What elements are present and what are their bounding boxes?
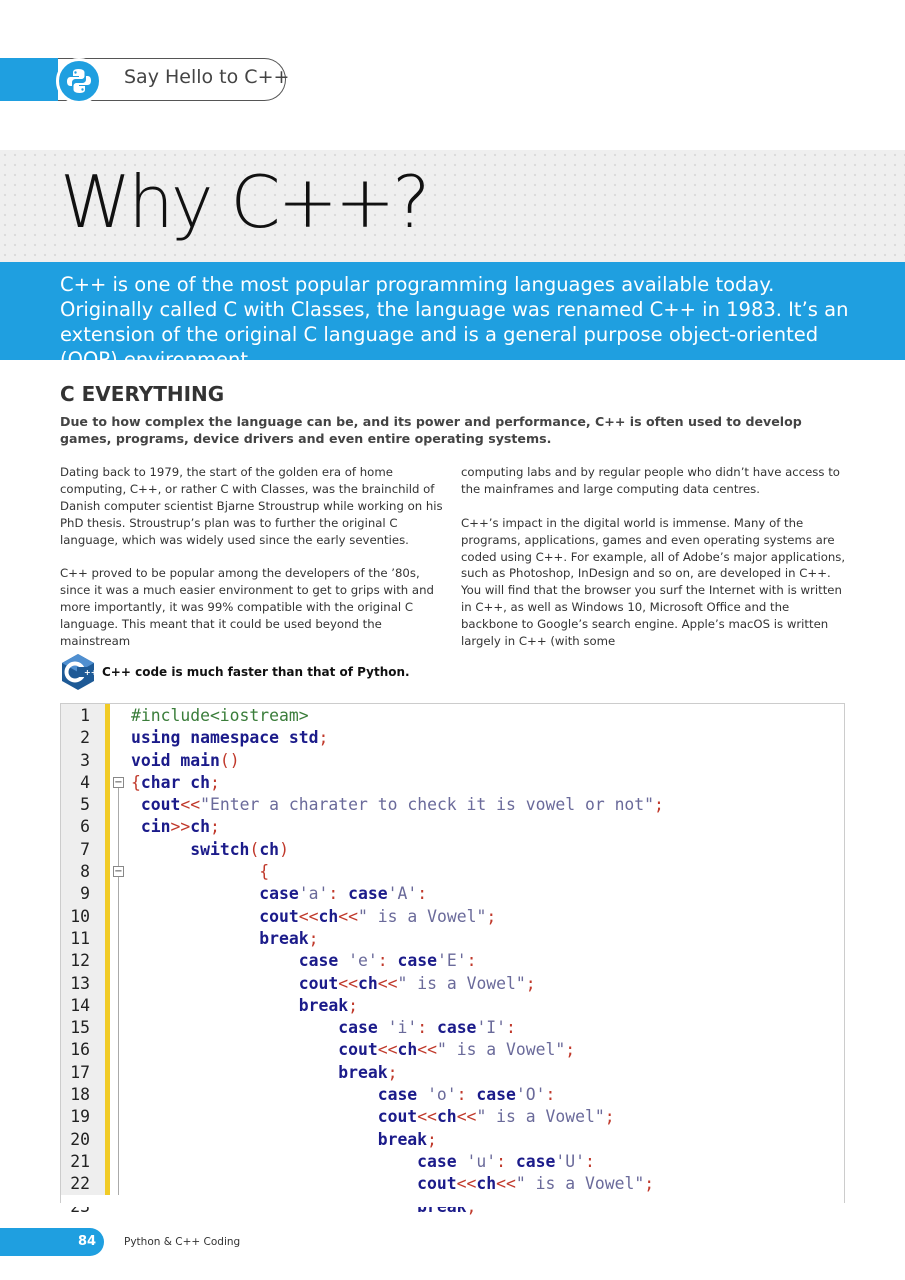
code-line [61,1129,844,1151]
line-number: 16 [70,1040,90,1060]
code-text: cout<<ch<<" is a Vowel"; [259,906,497,926]
page-number: 84 [78,1234,97,1249]
line-number: 4 [80,772,90,792]
code-text: break; [338,1062,398,1082]
code-text: cout<<ch<<" is a Vowel"; [338,1040,576,1060]
line-number: 11 [70,928,90,948]
code-text: void main() [131,750,240,770]
code-text: case'a': case'A': [259,884,428,904]
code-line [61,995,844,1017]
page-title: Why C++? [60,160,428,244]
code-text: cout<<ch<<" is a Vowel"; [417,1174,655,1194]
line-number: 21 [70,1151,90,1171]
line-number: 20 [70,1129,90,1149]
code-line [61,950,844,972]
code-line [61,973,844,995]
code-text: switch(ch) [190,839,289,859]
tip-text: C++ code is much faster than that of Python. [102,665,410,679]
line-number: 8 [80,862,90,882]
body-paragraph: computing labs and by regular people who didn’t have access to the mainframes and large computing data centres. [461,465,840,496]
code-text: cout<<ch<<" is a Vowel"; [377,1107,615,1127]
code-text: { [259,862,270,882]
lead-paragraph: Due to how complex the language can be, and its power and performance, C++ is often used to develop games, programs, device drivers and even entire operating systems. [60,414,802,446]
line-number: 5 [80,795,90,815]
code-text: #include<iostream> [131,706,309,725]
code-line [61,1106,844,1128]
code-text: cout<<ch<<" is a Vowel"; [298,973,536,993]
code-text: using namespace std; [131,728,329,748]
line-number: 6 [80,817,90,837]
code-line [61,928,844,950]
code-line [61,816,844,838]
cpp-logo-icon [60,653,96,691]
code-screenshot [60,703,845,1203]
line-number: 7 [80,839,90,859]
code-text: case 'o': case'O': [377,1085,556,1105]
code-line [61,861,844,883]
body-paragraph: Dating back to 1979, the start of the golden era of home computing, C++, or rather C with Classes, was the brainchild of Danish computer scientist Bjarne Stroustrup while working on his PhD thesis. Stroustrup’s plan was to further the original C language, which was widely used since the early seventies. [60,465,443,547]
code-line [61,727,844,749]
code-text: case 'e': case'E': [298,951,477,971]
line-number: 1 [80,706,90,725]
code-line [61,1062,844,1084]
line-number: 17 [70,1062,90,1082]
svg-text:++: ++ [84,668,98,677]
fold-collapse-icon[interactable]: − [114,866,123,877]
code-line [61,906,844,928]
code-lines [61,705,844,1218]
code-line [61,1151,844,1173]
line-number: 2 [80,728,90,748]
code-line [61,1039,844,1061]
line-number: 14 [70,995,90,1015]
code-line [61,839,844,861]
line-number: 15 [70,1018,90,1038]
intro-text: C++ is one of the most popular programming languages available today. Originally called C with Classes, the language was renamed C++ in 1983. It’s an extension of the original C language and is a general purpose object-oriented (OOP) environment. [60,273,849,371]
code-text: break; [298,995,358,1015]
python-logo-icon [56,58,102,104]
code-line [61,794,844,816]
code-cutoff [61,1195,844,1207]
line-number: 22 [70,1174,90,1194]
code-text: break; [377,1129,437,1149]
code-line [61,1017,844,1039]
code-text: cin>>ch; [140,817,220,837]
line-number: 12 [70,951,90,971]
line-number: 13 [70,973,90,993]
line-number: 10 [70,906,90,926]
code-line [61,772,844,794]
body-column-right [461,464,846,667]
line-number: 18 [70,1085,90,1105]
line-number: 3 [80,750,90,770]
code-line [61,750,844,772]
code-line [61,705,844,727]
publication-name: Python & C++ Coding [124,1236,241,1248]
code-text: break; [259,928,319,948]
body-column-left [60,464,445,667]
body-paragraph: C++ proved to be popular among the developers of the ’80s, since it was a much easier environment to get to grips with and more importantly, it was 99% compatible with the original C language. This meant that it could be used beyond the mainstream [60,566,434,649]
body-paragraph: C++’s impact in the digital world is immense. Many of the programs, applications, games and even operating systems are coded using C++. For example, all of Adobe’s major applications, such as Photoshop, InDesign and so on, are developed in C++. You will find that the browser you surf the Internet with is written in C++, as well as Windows 10, Microsoft Office and the backbone to Google’s search engine. Apple’s macOS is written largely in C++ (with some [461,515,846,649]
section-title: Say Hello to C++ [124,66,290,88]
code-line [61,1173,844,1195]
fold-collapse-icon[interactable]: − [114,777,123,788]
line-number: 19 [70,1107,90,1127]
section-heading: C EVERYTHING [60,382,225,406]
code-text: {char ch; [131,772,220,792]
line-number: 9 [80,884,90,904]
code-line [61,883,844,905]
code-text: case 'i': case'I': [338,1018,516,1038]
code-line [61,1084,844,1106]
code-text: case 'u': case'U': [417,1151,595,1171]
code-text: cout<<"Enter a charater to check it is vowel or not"; [140,795,664,815]
